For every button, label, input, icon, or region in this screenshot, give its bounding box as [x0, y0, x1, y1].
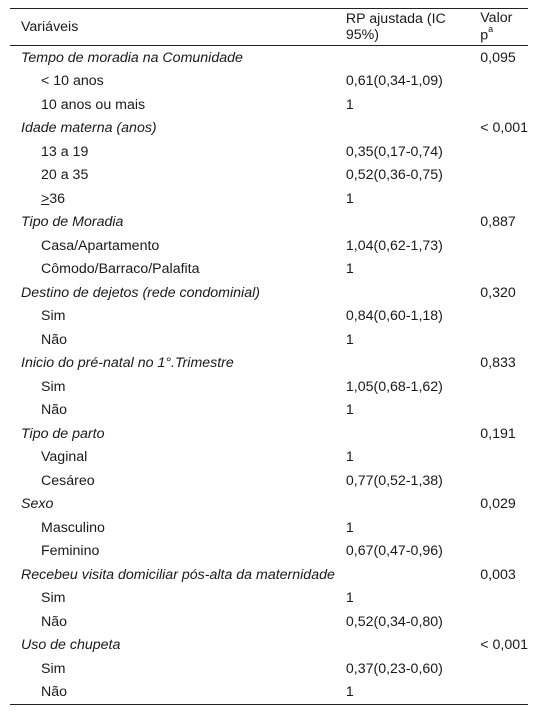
header-variaveis: Variáveis [21, 19, 79, 35]
variable-group-label: Recebeu visita domiciliar pós-alta da maternidade [21, 566, 335, 583]
valor-p-cell [469, 140, 528, 164]
valor-p-cell [469, 305, 528, 329]
variable-category-label: Masculino [41, 519, 105, 536]
rp-ajustada-cell [335, 352, 469, 376]
rp-ajustada-cell: 0,52(0,34-0,80) [345, 613, 443, 630]
rp-ajustada-cell: 0,52(0,36-0,75) [345, 167, 443, 184]
valor-p-cell: 0,833 [480, 355, 516, 372]
variable-category-label: Não [41, 613, 68, 630]
valor-p-cell [469, 540, 528, 564]
rp-ajustada-cell: 1,05(0,68-1,62) [345, 378, 443, 395]
valor-p-cell [469, 164, 528, 188]
rp-ajustada-cell: 0,37(0,23-0,60) [345, 660, 443, 677]
variable-group-label: Uso de chupeta [21, 637, 121, 654]
table-group-row [10, 117, 528, 141]
valor-p-cell [469, 610, 528, 634]
results-table [10, 8, 528, 705]
rp-ajustada-cell [335, 211, 469, 235]
table-row [10, 187, 528, 211]
rp-ajustada-cell [335, 281, 469, 305]
table-row [10, 70, 528, 94]
valor-p-cell [469, 657, 528, 681]
rp-ajustada-cell [335, 493, 469, 517]
valor-p-cell: 0,320 [480, 284, 516, 301]
rp-ajustada-cell: 1 [345, 519, 354, 536]
greater-equal-symbol: > [41, 190, 50, 207]
header-valor-p-label: Valor p [480, 10, 513, 44]
variable-category-label: Vaginal [41, 449, 88, 466]
valor-p-cell [469, 587, 528, 611]
valor-p-cell [469, 469, 528, 493]
variable-category-label: Sim [41, 590, 66, 607]
rp-ajustada-cell: 1 [345, 331, 354, 348]
variable-group-label: Idade materna (anos) [21, 120, 157, 137]
valor-p-cell: 0,095 [480, 49, 516, 66]
table-group-row [10, 493, 528, 517]
table-row [10, 399, 528, 423]
table-group-row [10, 634, 528, 658]
valor-p-cell: < 0,001 [480, 120, 528, 137]
rp-ajustada-cell: 1 [345, 684, 354, 701]
variable-category-label: < 10 anos [41, 73, 104, 90]
variable-category-label: Não [41, 684, 68, 701]
table-row [10, 164, 528, 188]
variable-category-label: Sim [41, 660, 66, 677]
variable-category-label [10, 187, 335, 211]
valor-p-cell [469, 375, 528, 399]
table-row [10, 305, 528, 329]
valor-p-cell [469, 399, 528, 423]
table-group-row [10, 422, 528, 446]
rp-ajustada-cell [335, 563, 469, 587]
valor-p-cell [469, 446, 528, 470]
variable-group-label: Tipo de Moradia [21, 214, 124, 231]
variable-group-label: Sexo [21, 496, 54, 513]
header-rp-ajustada: RP ajustada (IC 95%) [345, 11, 446, 43]
valor-p-cell: < 0,001 [480, 637, 528, 654]
variable-category-label: Sim [41, 378, 66, 395]
table-group-row [10, 352, 528, 376]
valor-p-cell: 0,191 [480, 425, 516, 442]
rp-ajustada-cell: 1 [345, 590, 354, 607]
rp-ajustada-cell: 0,84(0,60-1,18) [345, 308, 443, 325]
valor-p-cell [469, 681, 528, 705]
table-row [10, 375, 528, 399]
table-header [10, 9, 528, 46]
table-row [10, 587, 528, 611]
valor-p-cell [469, 328, 528, 352]
rp-ajustada-cell [335, 422, 469, 446]
variable-category-value: 36 [49, 190, 66, 207]
table-row [10, 469, 528, 493]
valor-p-cell [469, 93, 528, 117]
variable-category-label: Cesáreo [41, 472, 95, 489]
table-row [10, 140, 528, 164]
rp-ajustada-cell [335, 46, 469, 70]
table-group-row [10, 211, 528, 235]
variable-group-label: Inicio do pré-natal no 1°.Trimestre [21, 355, 234, 372]
variable-category-label: 13 a 19 [41, 143, 89, 160]
table-row [10, 234, 528, 258]
header-row [10, 9, 528, 46]
variable-category-label: Casa/Apartamento [41, 237, 160, 254]
variable-group-label: Tempo de moradia na Comunidade [21, 49, 243, 66]
rp-ajustada-cell: 0,67(0,47-0,96) [345, 543, 443, 560]
table-row [10, 446, 528, 470]
valor-p-cell [469, 70, 528, 94]
valor-p-cell [469, 234, 528, 258]
rp-ajustada-cell: 0,61(0,34-1,09) [345, 73, 443, 90]
table-row [10, 610, 528, 634]
table-row [10, 516, 528, 540]
table-row [10, 657, 528, 681]
table-row [10, 258, 528, 282]
variable-category-label: Não [41, 331, 68, 348]
table-row [10, 93, 528, 117]
valor-p-cell: 0,029 [480, 496, 516, 513]
rp-ajustada-cell: 0,77(0,52-1,38) [345, 472, 443, 489]
results-table-container [10, 8, 528, 705]
rp-ajustada-cell: 1 [345, 190, 354, 207]
valor-p-cell: 0,887 [480, 214, 516, 231]
rp-ajustada-cell: 1 [345, 402, 354, 419]
variable-category-label: Sim [41, 308, 66, 325]
rp-ajustada-cell: 1 [345, 449, 354, 466]
valor-p-cell: 0,003 [480, 566, 516, 583]
rp-ajustada-cell [335, 117, 469, 141]
table-row [10, 328, 528, 352]
variable-group-label: Tipo de parto [21, 425, 105, 442]
rp-ajustada-cell: 0,35(0,17-0,74) [345, 143, 443, 160]
variable-category-label: Cômodo/Barraco/Palafita [41, 261, 200, 278]
variable-category-label: Feminino [41, 543, 100, 560]
rp-ajustada-cell: 1,04(0,62-1,73) [345, 237, 443, 254]
table-body [10, 46, 528, 705]
table-row [10, 681, 528, 705]
rp-ajustada-cell: 1 [345, 261, 354, 278]
variable-group-label: Destino de dejetos (rede condominial) [21, 284, 260, 301]
table-group-row [10, 563, 528, 587]
valor-p-cell [469, 516, 528, 540]
table-row [10, 540, 528, 564]
table-group-row [10, 46, 528, 70]
variable-category-label: Não [41, 402, 68, 419]
rp-ajustada-cell [335, 634, 469, 658]
variable-category-label: 20 a 35 [41, 167, 89, 184]
header-valor-p-footnote-mark: a [488, 24, 494, 35]
valor-p-cell [469, 258, 528, 282]
table-group-row [10, 281, 528, 305]
variable-category-label: 10 anos ou mais [41, 96, 146, 113]
valor-p-cell [469, 187, 528, 211]
header-valor-p [469, 9, 528, 46]
rp-ajustada-cell: 1 [345, 96, 354, 113]
